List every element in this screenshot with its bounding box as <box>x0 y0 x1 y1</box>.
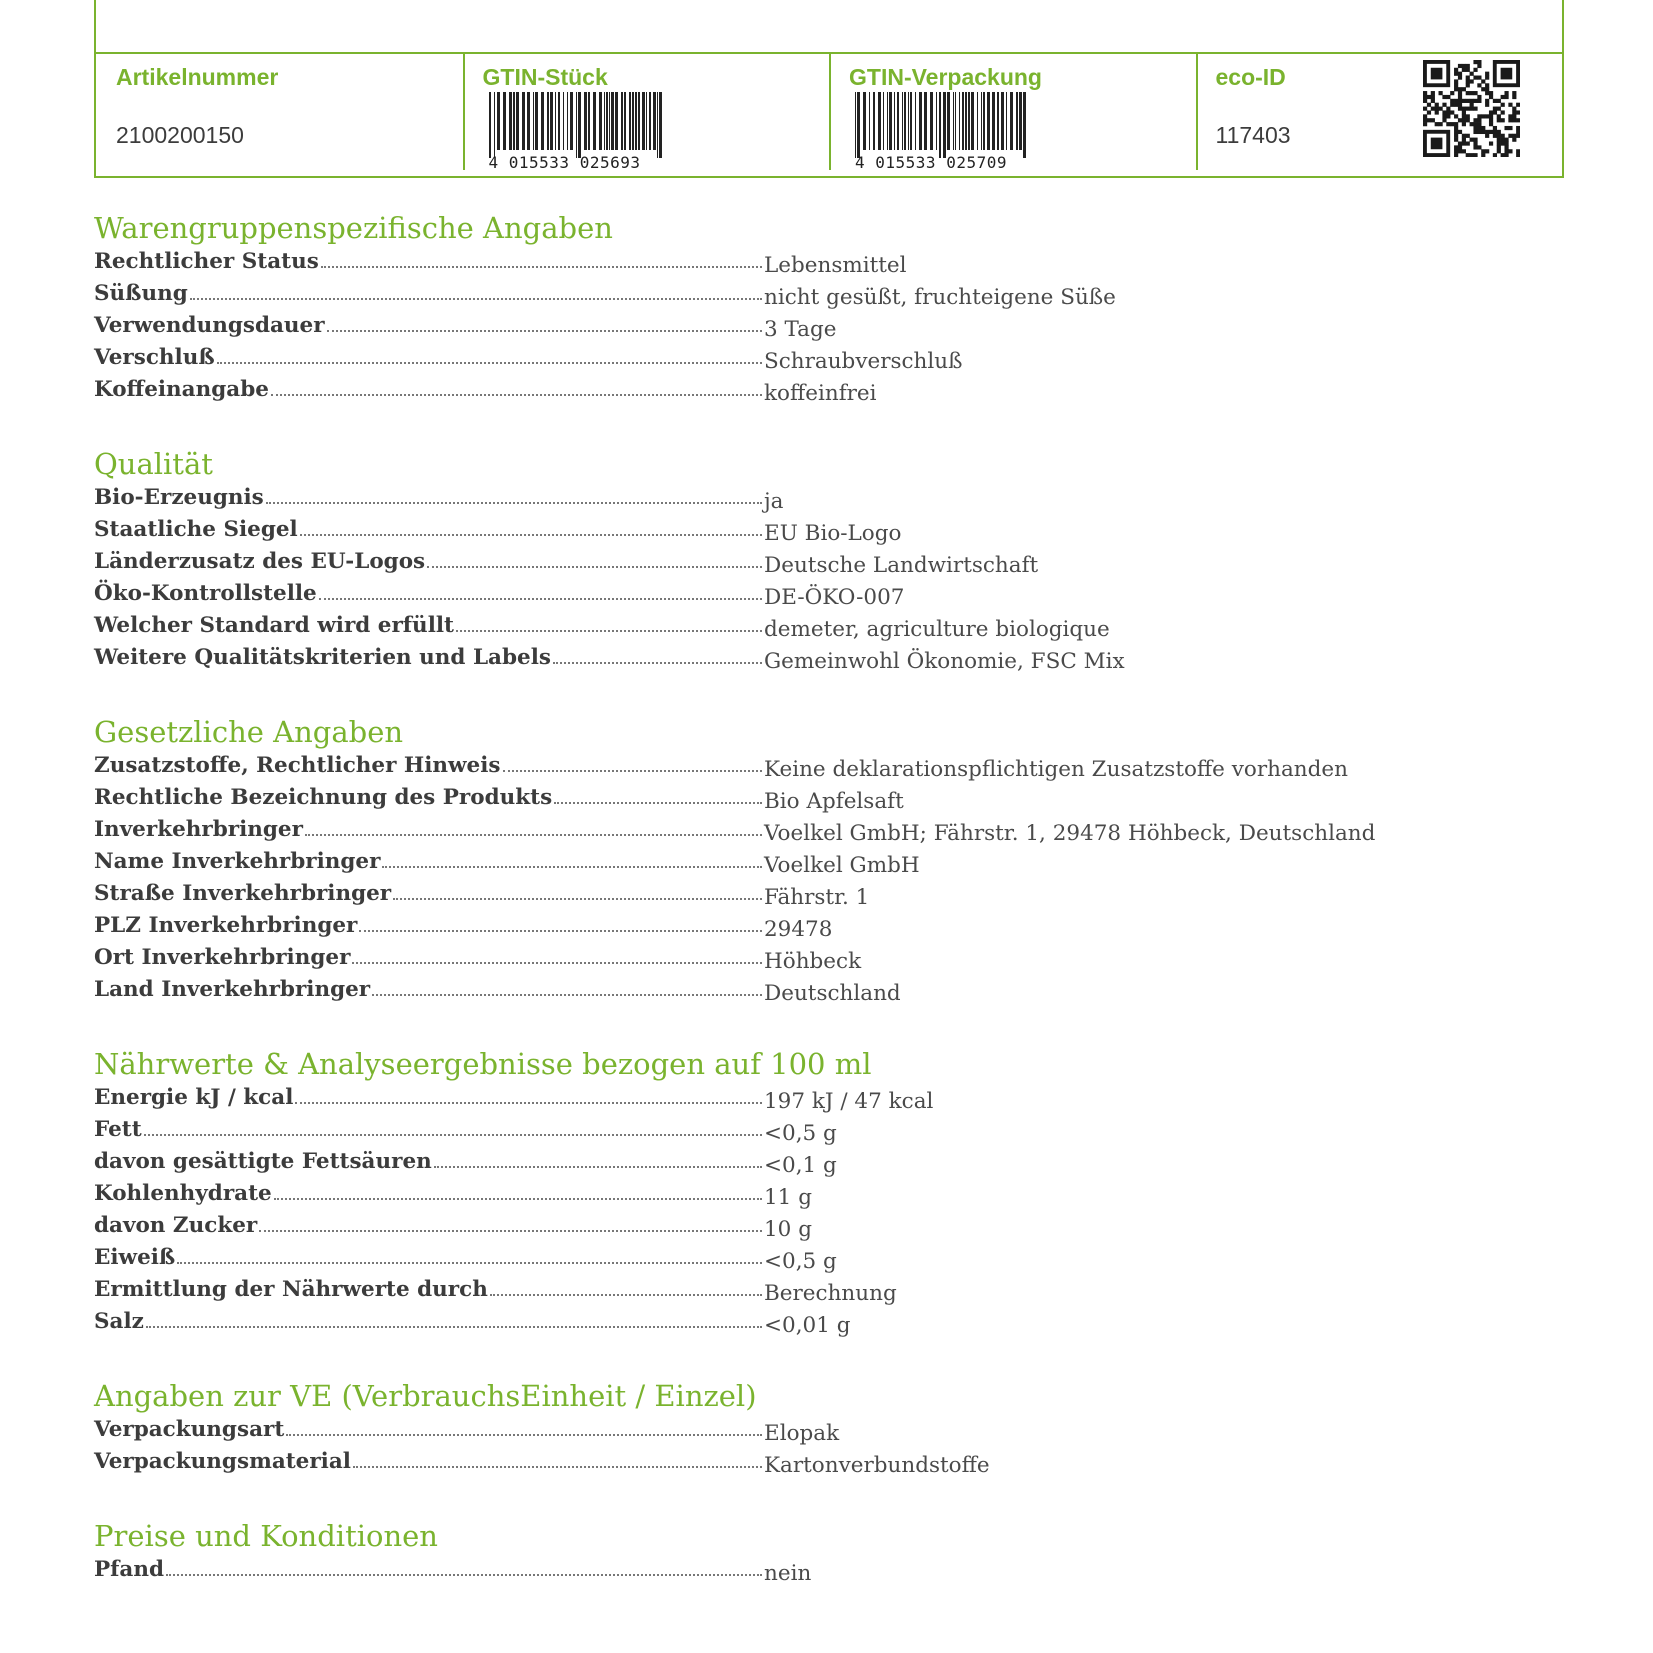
detail-value: nein <box>764 1561 812 1586</box>
detail-row <box>94 610 1564 642</box>
dotted-leader <box>554 802 762 804</box>
detail-label <box>94 1082 762 1114</box>
detail-label <box>94 1274 762 1306</box>
eco-id-value: 117403 <box>1215 122 1291 148</box>
dotted-leader <box>490 1294 762 1296</box>
detail-value: Deutsche Landwirtschaft <box>764 553 1039 578</box>
detail-value: <0,5 g <box>764 1121 837 1146</box>
dotted-leader <box>190 298 762 300</box>
section-qualitaet <box>94 446 1564 674</box>
detail-row <box>94 846 1564 878</box>
section-gesetzliche-angaben <box>94 714 1564 1006</box>
detail-value: nicht gesüßt, fruchteigene Süße <box>764 285 1116 310</box>
eco-id-label: eco-ID <box>1215 64 1286 90</box>
detail-label <box>94 1178 762 1210</box>
gtin-piece-digits: 4 015533 025693 <box>488 153 641 172</box>
detail-label <box>94 310 762 342</box>
detail-value: Gemeinwohl Ökonomie, FSC Mix <box>764 649 1125 674</box>
section-naehrwerte <box>94 1046 1564 1338</box>
detail-row <box>94 1274 1564 1306</box>
section-title: Nährwerte & Analyseergebnisse bezogen auf 100 ml <box>94 1047 872 1081</box>
dotted-leader <box>274 1198 762 1200</box>
detail-label <box>94 1114 762 1146</box>
detail-label-text: Süßung <box>94 281 188 306</box>
detail-value: Deutschland <box>764 981 901 1006</box>
detail-value: Voelkel GmbH; Fährstr. 1, 29478 Höhbeck, Deutschland <box>764 821 1376 846</box>
dotted-leader <box>553 662 762 664</box>
detail-label <box>94 782 762 814</box>
gtin-package-cell <box>829 54 1196 176</box>
dotted-leader <box>503 770 763 772</box>
detail-label-text: PLZ Inverkehrbringer <box>94 913 358 938</box>
dotted-leader <box>177 1262 762 1264</box>
dotted-leader <box>456 630 762 632</box>
detail-row <box>94 974 1564 1006</box>
dotted-leader <box>352 962 762 964</box>
detail-label-text: Rechtliche Bezeichnung des Produkts <box>94 785 553 810</box>
detail-value: 3 Tage <box>764 317 837 342</box>
detail-value: 29478 <box>764 917 833 942</box>
detail-label-text: Bio-Erzeugnis <box>94 485 264 510</box>
detail-label <box>94 482 762 514</box>
detail-value: DE-ÖKO-007 <box>764 585 905 610</box>
detail-label-text: Verwendungsdauer <box>94 313 325 338</box>
gtin-piece-label: GTIN-Stück <box>482 64 608 90</box>
detail-label <box>94 342 762 374</box>
detail-label-text: Fett <box>94 1117 142 1142</box>
detail-label <box>94 514 762 546</box>
detail-label-text: Inverkehrbringer <box>94 817 303 842</box>
detail-label-text: Verpackungsart <box>94 1417 285 1442</box>
detail-row <box>94 1210 1564 1242</box>
detail-value: 11 g <box>764 1185 812 1210</box>
detail-label <box>94 546 762 578</box>
detail-label <box>94 610 762 642</box>
section-title: Angaben zur VE (VerbrauchsEinheit / Einzel) <box>94 1379 757 1413</box>
detail-label <box>94 1210 762 1242</box>
detail-value: Voelkel GmbH <box>764 853 920 878</box>
dotted-leader <box>144 1134 762 1136</box>
dotted-leader <box>300 534 762 536</box>
detail-label-text: Land Inverkehrbringer <box>94 977 371 1002</box>
detail-row <box>94 514 1564 546</box>
detail-label-text: Eiweiß <box>94 1245 176 1270</box>
section-verbrauchseinheit <box>94 1378 1564 1478</box>
detail-label <box>94 642 762 674</box>
detail-label-text: Energie kJ / kcal <box>94 1085 294 1110</box>
section-title: Gesetzliche Angaben <box>94 715 404 749</box>
detail-value: EU Bio-Logo <box>764 521 902 546</box>
detail-label <box>94 374 762 406</box>
detail-value: Lebensmittel <box>764 253 907 278</box>
detail-label-text: Rechtlicher Status <box>94 249 319 274</box>
detail-row <box>94 1082 1564 1114</box>
detail-row <box>94 1178 1564 1210</box>
detail-label-text: Ort Inverkehrbringer <box>94 945 351 970</box>
detail-value: Kartonverbundstoffe <box>764 1453 990 1478</box>
dotted-leader <box>166 1574 762 1576</box>
detail-row <box>94 310 1564 342</box>
detail-row <box>94 342 1564 374</box>
detail-label <box>94 1554 762 1586</box>
dotted-leader <box>217 362 762 364</box>
detail-value: <0,5 g <box>764 1249 837 1274</box>
dotted-leader <box>146 1326 762 1328</box>
detail-label-text: Verschluß <box>94 345 215 370</box>
detail-label-text: Koffeinangabe <box>94 377 269 402</box>
detail-value: Elopak <box>764 1421 840 1446</box>
detail-value: <0,1 g <box>764 1153 837 1178</box>
detail-label <box>94 750 762 782</box>
detail-label-text: Staatliche Siegel <box>94 517 298 542</box>
detail-value: Berechnung <box>764 1281 897 1306</box>
detail-row <box>94 578 1564 610</box>
detail-label <box>94 846 762 878</box>
section-title: Warengruppenspezifische Angaben <box>94 211 613 245</box>
detail-row <box>94 1242 1564 1274</box>
gtin-package-label: GTIN-Verpackung <box>849 64 1042 90</box>
detail-value: Schraubverschluß <box>764 349 963 374</box>
gtin-piece-cell <box>463 54 830 176</box>
detail-label-text: davon gesättigte Fettsäuren <box>94 1149 432 1174</box>
detail-label-text: Salz <box>94 1309 144 1334</box>
detail-row <box>94 1146 1564 1178</box>
dotted-leader <box>382 866 762 868</box>
section-warengruppe <box>94 210 1564 406</box>
dotted-leader <box>266 502 762 504</box>
gtin-piece-barcode-icon <box>489 92 659 162</box>
detail-label <box>94 814 762 846</box>
product-id-row <box>96 52 1562 176</box>
product-id-header <box>94 0 1564 178</box>
detail-label-text: Weitere Qualitätskriterien und Labels <box>94 645 551 670</box>
detail-value: Keine deklarationspflichtigen Zusatzstoffe vorhanden <box>764 757 1348 782</box>
detail-label-text: Straße Inverkehrbringer <box>94 881 392 906</box>
detail-label-text: Öko-Kontrollstelle <box>94 581 317 606</box>
detail-row <box>94 878 1564 910</box>
dotted-leader <box>271 394 762 396</box>
dotted-leader <box>372 994 762 996</box>
article-number-label: Artikelnummer <box>116 64 279 90</box>
dotted-leader <box>319 598 762 600</box>
detail-row <box>94 1306 1564 1338</box>
detail-label <box>94 878 762 910</box>
detail-label <box>94 910 762 942</box>
detail-row <box>94 1414 1564 1446</box>
qr-code-icon <box>1423 60 1520 157</box>
detail-row <box>94 782 1564 814</box>
gtin-package-digits: 4 015533 025709 <box>855 153 1007 172</box>
detail-row <box>94 814 1564 846</box>
detail-label <box>94 578 762 610</box>
detail-label-text: Kohlenhydrate <box>94 1181 272 1206</box>
detail-label <box>94 1446 762 1478</box>
detail-value: 10 g <box>764 1217 812 1242</box>
detail-label-text: Pfand <box>94 1557 165 1582</box>
detail-label-text: Name Inverkehrbringer <box>94 849 381 874</box>
detail-label-text: Zusatzstoffe, Rechtlicher Hinweis <box>94 753 501 778</box>
gtin-package-barcode-icon <box>855 92 1025 162</box>
detail-row <box>94 246 1564 278</box>
detail-label <box>94 1242 762 1274</box>
dotted-leader <box>359 930 762 932</box>
article-number-cell <box>96 54 463 176</box>
detail-label-text: davon Zucker <box>94 1213 258 1238</box>
detail-row <box>94 374 1564 406</box>
detail-value: Höhbeck <box>764 949 862 974</box>
detail-row <box>94 278 1564 310</box>
dotted-leader <box>286 1434 762 1436</box>
eco-id-cell <box>1196 54 1563 176</box>
detail-row <box>94 942 1564 974</box>
detail-row <box>94 1114 1564 1146</box>
detail-value: ja <box>764 489 784 514</box>
detail-label <box>94 1146 762 1178</box>
detail-row <box>94 482 1564 514</box>
detail-value: 197 kJ / 47 kcal <box>764 1089 934 1114</box>
detail-label <box>94 278 762 310</box>
dotted-leader <box>259 1230 762 1232</box>
dotted-leader <box>353 1466 762 1468</box>
detail-value: <0,01 g <box>764 1313 851 1338</box>
dotted-leader <box>327 330 762 332</box>
detail-label <box>94 246 762 278</box>
product-details <box>94 210 1564 1626</box>
detail-label <box>94 974 762 1006</box>
detail-row <box>94 642 1564 674</box>
detail-row <box>94 546 1564 578</box>
detail-value: demeter, agriculture biologique <box>764 617 1110 642</box>
detail-label-text: Welcher Standard wird erfüllt <box>94 613 454 638</box>
detail-label <box>94 1306 762 1338</box>
dotted-leader <box>305 834 762 836</box>
detail-row <box>94 910 1564 942</box>
detail-row <box>94 750 1564 782</box>
detail-row <box>94 1554 1564 1586</box>
section-title: Preise und Konditionen <box>94 1519 438 1553</box>
dotted-leader <box>393 898 762 900</box>
dotted-leader <box>427 566 762 568</box>
article-number-value: 2100200150 <box>116 122 244 148</box>
detail-label-text: Länderzusatz des EU-Logos <box>94 549 426 574</box>
detail-label-text: Ermittlung der Nährwerte durch <box>94 1277 488 1302</box>
detail-label-text: Verpackungsmaterial <box>94 1449 351 1474</box>
detail-row <box>94 1446 1564 1478</box>
dotted-leader <box>295 1102 762 1104</box>
detail-value: koffeinfrei <box>764 381 877 406</box>
dotted-leader <box>434 1166 762 1168</box>
detail-value: Fährstr. 1 <box>764 885 870 910</box>
section-title: Qualität <box>94 447 213 481</box>
dotted-leader <box>321 266 762 268</box>
detail-value: Bio Apfelsaft <box>764 789 904 814</box>
detail-label <box>94 942 762 974</box>
detail-label <box>94 1414 762 1446</box>
section-preise-konditionen <box>94 1518 1564 1586</box>
